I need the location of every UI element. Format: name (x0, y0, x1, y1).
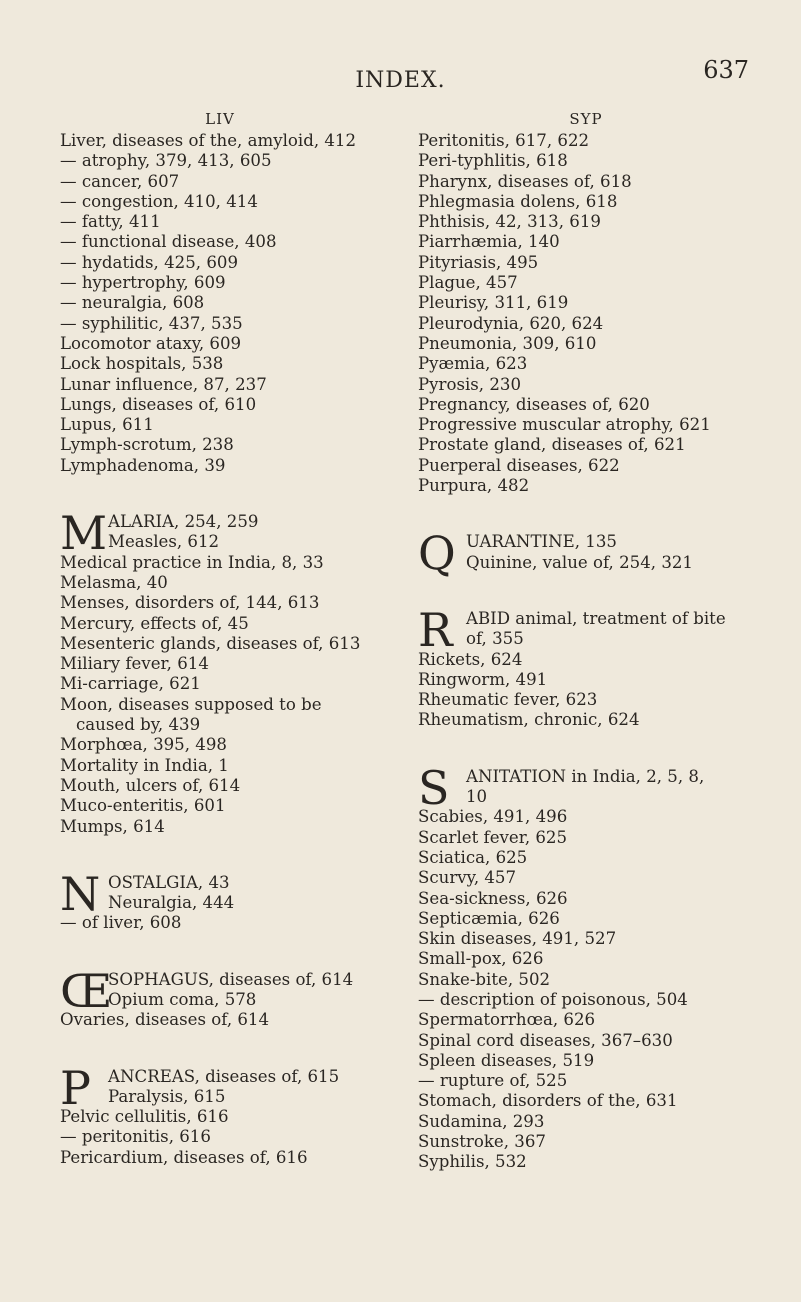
index-entry: Mortality in India, 1 (60, 755, 229, 775)
index-entry: — rupture of, 525 (418, 1071, 568, 1091)
index-entry: of, 355 (466, 629, 524, 649)
index-entry: Pelvic cellulitis, 616 (60, 1107, 229, 1127)
index-entry: Morphœa, 395, 498 (60, 735, 227, 755)
index-entry: Prostate gland, diseases of, 621 (418, 435, 686, 455)
index-entry: ANITATION in India, 2, 5, 8, (466, 766, 705, 786)
index-section (60, 506, 380, 837)
page-title: INDEX. (355, 68, 446, 93)
index-section (60, 963, 380, 1031)
index-entry: — syphilitic, 437, 535 (60, 313, 243, 333)
index-entry: Sciatica, 625 (418, 847, 528, 867)
index-entry: Septicæmia, 626 (418, 908, 560, 928)
index-entry: Lungs, diseases of, 610 (60, 394, 257, 414)
index-entry: Sunstroke, 367 (418, 1132, 546, 1152)
index-entry: Pyrosis, 230 (418, 374, 522, 394)
index-entry: Puerperal diseases, 622 (418, 455, 620, 475)
index-entry: Piarrhæmia, 140 (418, 232, 560, 252)
index-entry: Sudamina, 293 (418, 1111, 545, 1131)
index-entry: Lunar influence, 87, 237 (60, 374, 267, 394)
column-range-label: SYP (569, 110, 603, 128)
index-section (418, 526, 754, 581)
column-range-label: LIV (205, 110, 235, 128)
drop-cap-letter: S (418, 760, 450, 815)
index-entry: Mouth, ulcers of, 614 (60, 775, 241, 795)
index-entry: Pericardium, diseases of, 616 (60, 1147, 308, 1167)
index-section-lead (60, 963, 380, 1018)
index-entry: — description of poisonous, 504 (418, 989, 688, 1009)
index-entry: Snake-bite, 502 (418, 969, 551, 989)
index-entry: Purpura, 482 (418, 476, 530, 496)
index-entry: — hydatids, 425, 609 (60, 252, 239, 272)
index-section-lead (60, 506, 380, 561)
index-entry: — neuralgia, 608 (60, 293, 205, 313)
index-entry: Opium coma, 578 (108, 989, 257, 1009)
index-section-lead (418, 602, 754, 657)
index-entry: Mumps, 614 (60, 816, 165, 836)
index-entry: Lock hospitals, 538 (60, 354, 224, 374)
index-entry: Muco-enteritis, 601 (60, 796, 226, 816)
index-entry: Peri-typhlitis, 618 (418, 151, 568, 171)
index-entry: ALARIA, 254, 259 (108, 512, 259, 532)
index-entry: Ringworm, 491 (418, 669, 548, 689)
index-entry: Miliary fever, 614 (60, 654, 209, 674)
index-entry: Phthisis, 42, 313, 619 (418, 212, 601, 232)
index-entry: — atrophy, 379, 413, 605 (60, 151, 272, 171)
index-section (60, 1060, 380, 1168)
drop-cap-letter: P (60, 1060, 91, 1115)
index-entry: Measles, 612 (108, 532, 220, 552)
index-entry: Stomach, disorders of the, 631 (418, 1091, 678, 1111)
index-entry: SOPHAGUS, diseases of, 614 (108, 969, 354, 989)
index-entry: ABID animal, treatment of bite (466, 608, 726, 628)
index-entry: Pleurodynia, 620, 624 (418, 313, 604, 333)
index-entry: Pleurisy, 311, 619 (418, 293, 569, 313)
index-entry: — fatty, 411 (60, 212, 161, 232)
index-entry: Lupus, 611 (60, 415, 154, 435)
index-entry: Scarlet fever, 625 (418, 827, 568, 847)
index-section-lead (60, 866, 380, 921)
index-entry: Lymph-scrotum, 238 (60, 435, 234, 455)
index-entry: Pityriasis, 495 (418, 252, 539, 272)
index-entry: OSTALGIA, 43 (108, 872, 230, 892)
index-entry: Pregnancy, diseases of, 620 (418, 394, 650, 414)
index-entry: Small-pox, 626 (418, 949, 544, 969)
index-entry: Neuralgia, 444 (108, 893, 235, 913)
index-entry: Lymphadenoma, 39 (60, 455, 226, 475)
index-entry: Spermatorrhœa, 626 (418, 1010, 596, 1030)
index-entry: Mesenteric glands, diseases of, 613 (60, 633, 361, 653)
index-entry: Rickets, 624 (418, 649, 523, 669)
index-entry: Progressive muscular atrophy, 621 (418, 415, 711, 435)
left-column (60, 110, 380, 1168)
index-entry: Melasma, 40 (60, 572, 168, 592)
index-entry: Paralysis, 615 (108, 1086, 226, 1106)
index-section (60, 131, 380, 476)
index-entry: 10 (466, 787, 488, 807)
index-entry: Scabies, 491, 496 (418, 807, 568, 827)
index-entry: — of liver, 608 (60, 913, 182, 933)
index-section (418, 602, 754, 731)
index-section (418, 131, 754, 496)
drop-cap-letter: M (60, 506, 108, 561)
right-column (418, 110, 754, 1173)
index-entry: Menses, disorders of, 144, 613 (60, 593, 320, 613)
index-entry: Liver, diseases of the, amyloid, 412 (60, 131, 357, 150)
index-entry: Phlegmasia dolens, 618 (418, 191, 618, 211)
index-entry: Spleen diseases, 519 (418, 1050, 595, 1070)
index-entry: Rheumatism, chronic, 624 (418, 710, 640, 730)
index-section-lead (418, 526, 754, 581)
index-entry: Syphilis, 532 (418, 1152, 527, 1172)
index-entry: Plague, 457 (418, 273, 518, 293)
index-entry: Mercury, effects of, 45 (60, 613, 249, 633)
index-entry: Moon, diseases supposed to be caused by, 439 (60, 694, 322, 735)
index-entry: — functional disease, 408 (60, 232, 277, 252)
index-section (60, 866, 380, 934)
index-entry: Pyæmia, 623 (418, 354, 528, 374)
drop-cap-letter: Q (418, 526, 456, 581)
drop-cap-letter: R (418, 602, 453, 657)
index-entry: Skin diseases, 491, 527 (418, 929, 617, 949)
index-entry: Rheumatic fever, 623 (418, 690, 598, 710)
index-entry: Pneumonia, 309, 610 (418, 333, 597, 353)
page-number: 637 (703, 56, 749, 84)
index-entry: Mi-carriage, 621 (60, 674, 201, 694)
index-entry: UARANTINE, 135 (466, 532, 617, 552)
index-section-lead (60, 1060, 380, 1115)
index-entry: — cancer, 607 (60, 171, 180, 191)
drop-cap-letter: N (60, 866, 101, 921)
index-entry: Peritonitis, 617, 622 (418, 131, 590, 150)
index-entry: Medical practice in India, 8, 33 (60, 552, 324, 572)
index-entry: Ovaries, diseases of, 614 (60, 1010, 270, 1030)
index-entry: ANCREAS, diseases of, 615 (108, 1066, 340, 1086)
index-entry: Spinal cord diseases, 367–630 (418, 1030, 673, 1050)
index-entry: — peritonitis, 616 (60, 1127, 211, 1147)
drop-cap-letter: Œ (60, 963, 113, 1018)
index-section-lead (418, 760, 754, 815)
index-entry: Scurvy, 457 (418, 868, 517, 888)
index-entry: Sea-sickness, 626 (418, 888, 568, 908)
index-entry: — hypertrophy, 609 (60, 273, 226, 293)
index-section (418, 760, 754, 1173)
index-entry: Quinine, value of, 254, 321 (466, 552, 693, 572)
index-entry: Pharynx, diseases of, 618 (418, 171, 632, 191)
index-entry: Locomotor ataxy, 609 (60, 333, 242, 353)
index-entry: — congestion, 410, 414 (60, 191, 258, 211)
